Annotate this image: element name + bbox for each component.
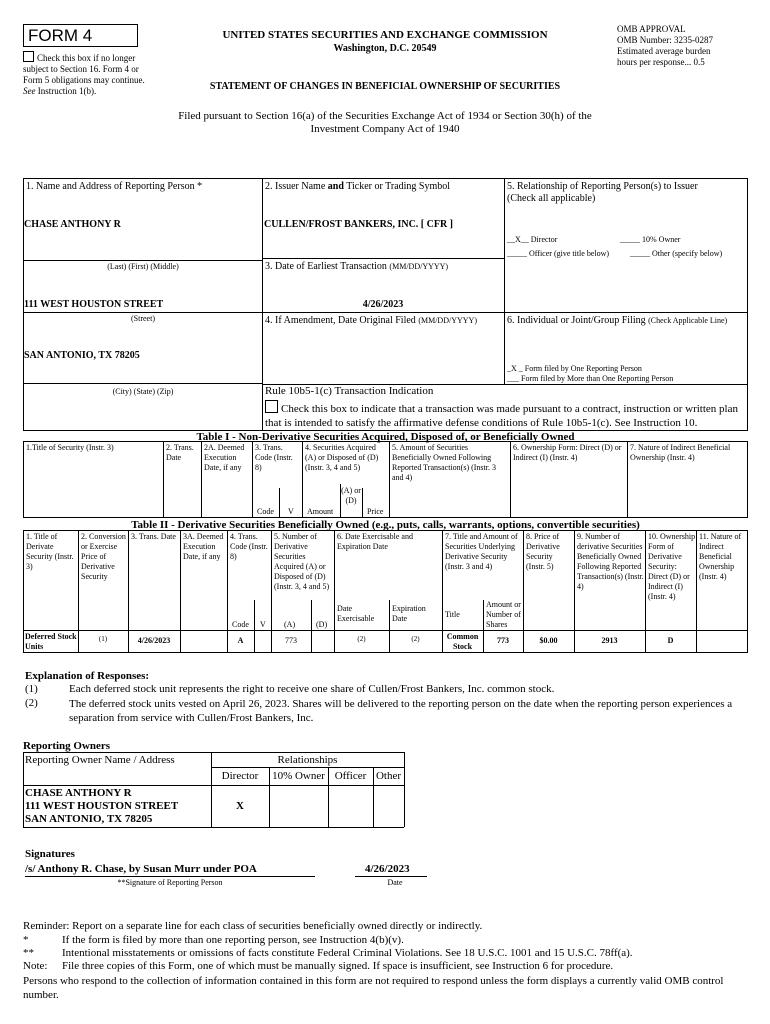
- t2-col5: 5. Number of Derivative Securities Acquired (A) or Disposed of (D) (Instr. 3, 4 and 5): [274, 532, 330, 591]
- t2-row-expiration: (2): [411, 635, 420, 643]
- t1-sub-aord: (A) or (D): [341, 486, 361, 505]
- t2-row-price: $0.00: [539, 636, 558, 645]
- statement-title: STATEMENT OF CHANGES IN BENEFICIAL OWNERSHIP OF SECURITIES: [209, 81, 561, 92]
- t2-sub-amount: Amount or Number of Shares: [486, 600, 521, 629]
- t2-row-owned: 2913: [601, 636, 618, 645]
- box2-label: 2. Issuer Name and Ticker or Trading Symbol: [265, 181, 451, 192]
- t2-col6: 6. Date Exercisable and Expiration Date: [337, 532, 413, 551]
- t1-sub-v: V: [288, 507, 294, 516]
- no-longer-subject-checkbox[interactable]: [23, 51, 34, 62]
- footer-persons: Persons who respond to the collection of information contained in this form are not required to respond unless the form displays a currently valid OMB control number.: [23, 975, 724, 1001]
- table1-title: Table I - Non-Derivative Securities Acquired, Disposed of, or Beneficially Owned: [196, 431, 575, 443]
- t2-col7: 7. Title and Amount of Securities Underlying Derivative Security (Instr. 3 and 4): [445, 532, 518, 571]
- ro-owner-address: CHASE ANTHONY R 111 WEST HOUSTON STREET SAN ANTONIO, TX 78205: [25, 787, 179, 825]
- no-longer-subject-notice: Check this box if no longer subject to Section 16. Form 4 or Form 5 obligations may continue. See Instruction 1(b).: [23, 53, 145, 96]
- t1-col2: 2. Trans. Date: [166, 443, 194, 462]
- rule10b-title: Rule 10b5-1(c) Transaction Indication: [265, 385, 434, 397]
- reporting-person-street: 111 WEST HOUSTON STREET: [24, 299, 164, 310]
- footer-star2-text: Intentional misstatements or omissions of facts constitute Federal Criminal Violations. See 18 U.S.C. 1001 and 15 U.S.C. 78ff(a).: [62, 947, 633, 959]
- t1-col4: 4. Securities Acquired (A) or Disposed of (D) (Instr. 3, 4 and 5): [305, 443, 379, 472]
- omb-approval: OMB APPROVAL OMB Number: 3235-0287 Estimated average burden hours per response... 0.5: [617, 24, 713, 67]
- footer-note-marker: Note:: [23, 960, 48, 972]
- city-caption: (City) (State) (Zip): [112, 387, 174, 396]
- street-caption: (Street): [131, 314, 155, 323]
- t2-col8: 8. Price of Derivative Security (Instr. 5): [526, 532, 560, 571]
- explanation-title: Explanation of Responses:: [25, 670, 150, 682]
- ro-col-name: Reporting Owner Name / Address: [25, 754, 175, 766]
- officer-option: _____ Officer (give title below): [507, 249, 610, 258]
- signatures-title: Signatures: [25, 848, 75, 860]
- t2-row-exercisable: (2): [357, 635, 366, 643]
- signature-date: 4/26/2023: [365, 863, 410, 875]
- filing-more: ___ Form filed by More than One Reporting Person: [507, 374, 674, 383]
- t2-row-title: Common Stock: [446, 632, 479, 651]
- t1-sub-amount: Amount: [307, 507, 334, 516]
- box3-label: 3. Date of Earliest Transaction (MM/DD/YYYY): [265, 261, 449, 272]
- ro-col-director: Director: [221, 770, 259, 782]
- t2-sub-exercisable: Date Exercisable: [337, 604, 375, 623]
- other-option: _____ Other (specify below): [630, 249, 723, 258]
- t2-col10: 10. Ownership Form of Derivative Security: Direct (D) or Indirect (I) (Instr. 4): [648, 532, 696, 601]
- form-label: FORM 4: [28, 26, 93, 45]
- footer-note-text: File three copies of this Form, one of which must be manually signed. If space is insufficient, see Instruction 6 for procedure.: [62, 960, 614, 972]
- director-option: __X__ Director: [507, 235, 558, 244]
- box6-label: 6. Individual or Joint/Group Filing (Check Applicable Line): [507, 315, 728, 326]
- t2-sub-d: (D): [316, 620, 328, 629]
- t2-col4: 4. Trans. Code (Instr. 8): [230, 532, 268, 561]
- ro-col-ten: 10% Owner: [272, 770, 325, 782]
- t2-sub-a: (A): [284, 620, 296, 629]
- t2-row-security: Deferred Stock Units: [25, 632, 77, 651]
- signature-caption: **Signature of Reporting Person: [117, 878, 223, 887]
- t2-row-conversion: (1): [98, 635, 108, 643]
- agency-name: UNITED STATES SECURITIES AND EXCHANGE COMMISSION: [222, 29, 548, 41]
- t2-row-code: A: [237, 636, 244, 645]
- box1-label: 1. Name and Address of Reporting Person *: [26, 181, 203, 192]
- box5-label: 5. Relationship of Reporting Person(s) to Issuer (Check all applicable): [507, 181, 698, 204]
- t2-col3: 3. Trans. Date: [131, 532, 176, 541]
- t2-col1: 1. Title of Derivate Security (Instr. 3): [26, 532, 74, 571]
- explanation-marker-1: (1): [25, 683, 38, 695]
- explanation-text-1: Each deferred stock unit represents the right to receive one share of Cullen/Frost Bankers, Inc. common stock.: [69, 683, 555, 695]
- reporting-person-city: SAN ANTONIO, TX 78205: [24, 350, 140, 361]
- filing-one: _X _ Form filed by One Reporting Person: [507, 364, 642, 373]
- t2-sub-code: Code: [232, 620, 249, 629]
- t2-row-acquired: 773: [285, 636, 297, 645]
- earliest-transaction-date: 4/26/2023: [362, 299, 404, 310]
- t2-col11: 11. Nature of Indirect Beneficial Ownership (Instr. 4): [699, 532, 742, 581]
- t2-col9: 9. Number of derivative Securities Beneficially Owned Following Reported Transaction(s) (Instr. 4): [577, 532, 644, 591]
- filed-pursuant: Filed pursuant to Section 16(a) of the Securities Exchange Act of 1934 or Section 30(h) of the Investment Company Act of 1940: [178, 110, 592, 135]
- explanation-text-2: The deferred stock units vested on April 26, 2023. Shares will be delivered to the reporting person on the date when the reporting person experiences a separation from service with Cullen/Frost Bankers, Inc.: [69, 698, 733, 724]
- rule10b-text: Check this box to indicate that a transaction was made pursuant to a contract, instruction or written plan that is intended to satisfy the affirmative defense conditions of Rule 10b5-1(c). See Instruction 10.: [265, 400, 745, 430]
- ro-col-other: Other: [375, 770, 402, 782]
- t1-col2a: 2A. Deemed Execution Date, if any: [204, 443, 245, 472]
- t2-row-date: 4/26/2023: [137, 636, 171, 645]
- name-caption: (Last) (First) (Middle): [107, 262, 179, 271]
- t2-col3a: 3A. Deemed Execution Date, if any: [183, 532, 224, 561]
- rule10b-checkbox[interactable]: [265, 400, 278, 413]
- footer-star1-text: If the form is filed by more than one reporting person, see Instruction 4(b)(v).: [62, 934, 404, 946]
- table2-title: Table II - Derivative Securities Beneficially Owned (e.g., puts, calls, warrants, options, convertible securities): [131, 519, 640, 531]
- reporting-person-name: CHASE ANTHONY R: [24, 219, 121, 230]
- box4-label: 4. If Amendment, Date Original Filed (MM/DD/YYYY): [265, 315, 477, 326]
- agency-address: Washington, D.C. 20549: [333, 43, 437, 54]
- ro-director-mark: X: [236, 800, 244, 812]
- footer-star2-marker: **: [23, 947, 34, 959]
- t2-sub-v: V: [260, 620, 266, 629]
- issuer-name: CULLEN/FROST BANKERS, INC. [ CFR ]: [264, 219, 454, 230]
- form-label-box: [23, 24, 138, 47]
- t1-sub-code: Code: [257, 507, 274, 516]
- t1-col6: 6. Ownership Form: Direct (D) or Indirect (I) (Instr. 4): [513, 443, 622, 462]
- explanation-marker-2: (2): [25, 697, 38, 709]
- ro-col-officer: Officer: [334, 770, 367, 782]
- t1-col3: 3. Trans. Code (Instr. 8): [255, 443, 293, 472]
- reporting-owners-title: Reporting Owners: [23, 740, 111, 752]
- signature-value: /s/ Anthony R. Chase, by Susan Murr under POA: [25, 863, 257, 875]
- ten-pct-option: _____ 10% Owner: [620, 235, 681, 244]
- t2-sub-expiration: Expiration Date: [392, 604, 426, 623]
- t2-col2: 2. Conversion or Exercise Price of Derivative Security: [81, 532, 126, 581]
- footer-star1-marker: *: [23, 934, 29, 946]
- date-caption: Date: [387, 878, 403, 887]
- t1-col5: 5. Amount of Securities Beneficially Owned Following Reported Transaction(s) (Instr. 3 and 4): [392, 443, 496, 482]
- t2-sub-title: Title: [445, 610, 460, 619]
- t1-sub-price: Price: [367, 507, 384, 516]
- t2-row-shares: 773: [497, 636, 509, 645]
- t1-col1: 1.Title of Security (Instr. 3): [26, 443, 114, 452]
- ro-col-relationships: Relationships: [277, 754, 338, 766]
- t1-col7: 7. Nature of Indirect Beneficial Ownership (Instr. 4): [630, 443, 731, 462]
- t2-row-form: D: [667, 636, 674, 645]
- footer-reminder: Reminder: Report on a separate line for each class of securities beneficially owned directly or indirectly.: [23, 920, 483, 932]
